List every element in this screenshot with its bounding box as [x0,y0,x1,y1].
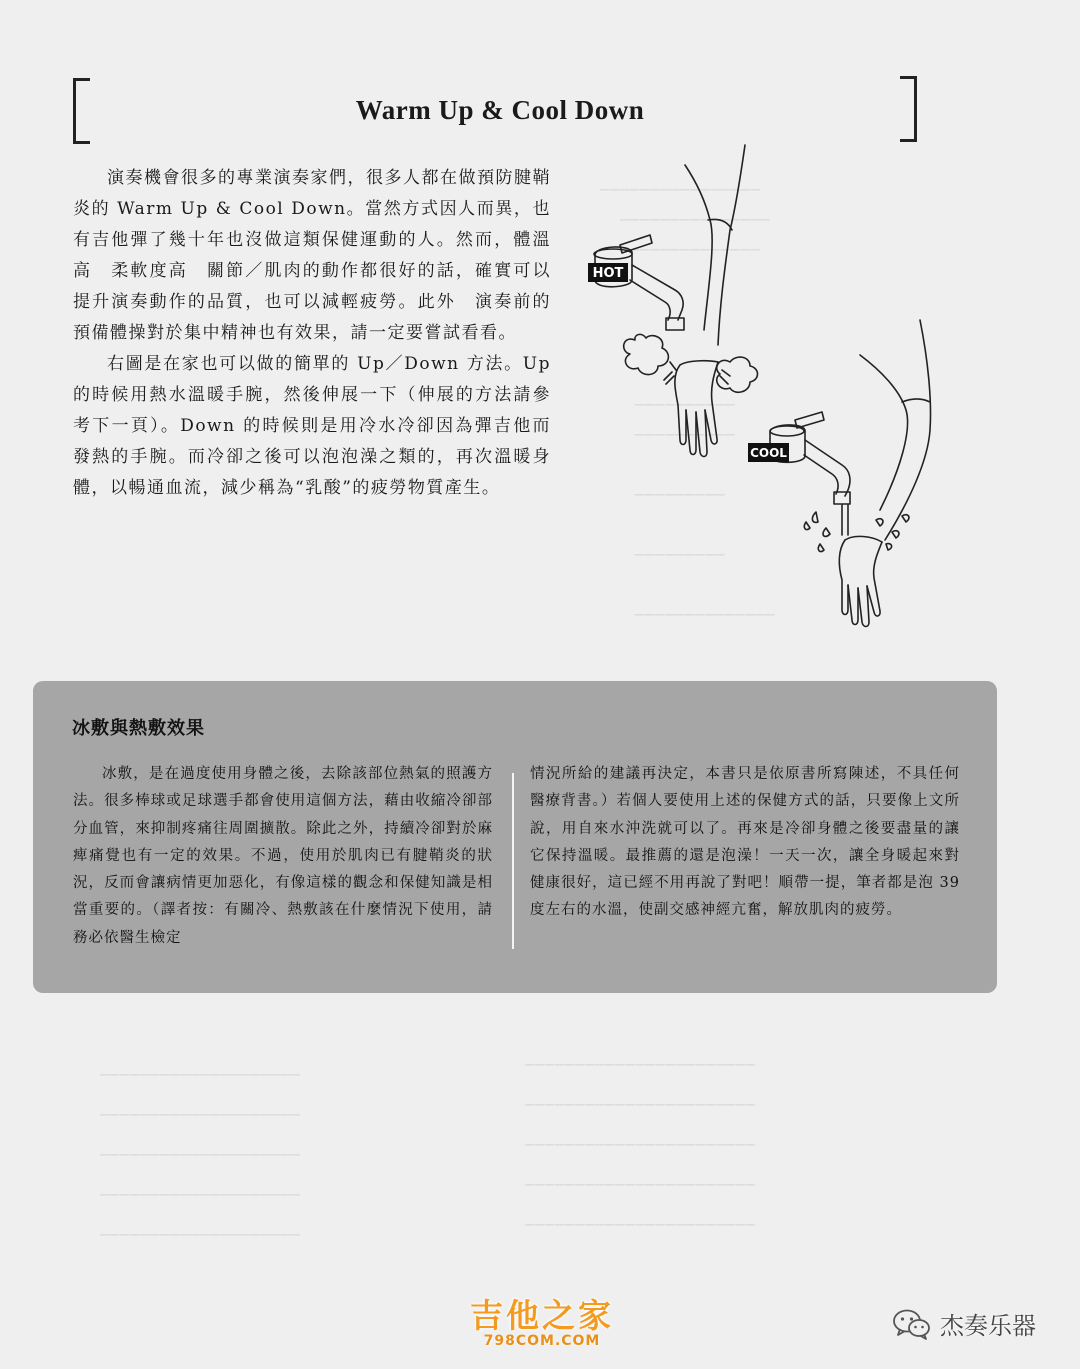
info-box-title: 冰敷與熱敷效果 [72,718,205,739]
steam-icon [624,334,758,392]
body-paragraph: 演奏機會很多的專業演奏家們，很多人都在做預防腱鞘炎的 Warm Up & Cool Down。當然方式因人而異，也有吉他彈了幾十年也沒做這類保健運動的人。然而，體溫高 柔軟度高 關節／肌肉的動作都很好的話，確實可以提升演奏動作的品質，也可以減輕疲勞。此外 演奏前的預備體操對於集中精神也有效果，請一定要嘗試看看。 [73,168,551,343]
info-box-right-column: 情況所給的建議再決定，本書只是依原書所寫陳述，不具任何醫療背書。）若個人要使用上述的保健方式的話，只要像上文所說，用自來水沖洗就可以了。再來是冷卻身體之後要盡量的讓它保持溫暖。最推薦的還是泡澡！一天一次，讓全身暖起來對健康很好，這已經不用再說了對吧！順帶一提，筆者都是泡 39 度左右的水溫，使副交感神經亢奮，解放肌肉的疲勞。 [530,766,960,919]
page-title: Warm Up & Cool Down [355,95,645,125]
water-splash-icon [804,505,909,552]
cool-hand-icon [839,536,882,626]
body-text [73,163,551,504]
site-watermark-url: 798COM.COM [483,1333,601,1349]
hot-faucet-icon [594,235,684,330]
wechat-icon [892,1307,932,1341]
forearm-outline [718,145,745,345]
brand-watermark-name: 杰奏乐器 [940,1312,1036,1340]
hot-label [588,263,628,282]
page: ──────────────── ─────────────── ────────────── ────────── ────────── ───────── ───────── ────────────── ──────────────────── ──────────────────── ──────────────────── ──────────────────── ──────────────────── ─────────────────────── ─────────────────────── ─────────────────────── ─────────────────────── ─────────────────────── Warm Up & Cool Down 演奏機會很多的專業演奏家們，很多人都在做預防腱鞘炎的 Warm Up & Cool Down。當然方式因人而異，也有吉他彈了幾十年也沒做這類保健運動的人。然而，體溫高 柔軟度高 關節／肌肉的動作都很好的話，確實可以提升演奏動作的品質，也可以減輕疲勞。此外 演奏前的預備體操對於集中精神也有效果，請一定要嘗試看看。 右圖是在家也可以做的簡單的 Up／Down 方法。Up 的時候用熱水溫暖手腕，然後伸展一下（伸展的方法請參考下一頁）。Down 的時候則是用冷水冷卻因為彈吉他而發熱的手腕。而冷卻之後可以泡泡澡之類的，再次溫暖身體，以暢通血流，減少稱為“乳酸”的疲勞物質產生。 HOT COOL 冰敷與熱敷效果 冰敷，是在過度使用身體之後，去除該部位熱氣的照護方法。很多棒球或足球選手都會使用這個方法，藉由收縮冷卻部分血管，來抑制疼痛往周圍擴散。除此之外，持續冷卻對於麻痺痛覺也有一定的效果。不過，使用於肌肉已有腱鞘炎的狀況，反而會讓病情更加惡化，有像這樣的觀念和保健知識是相當重要的。（譯者按：有關冷、熱敷該在什麼情況下使用，請務必依醫生檢定 情況所給的建議再決定，本書只是依原書所寫陳述，不具任何醫療背書。）若個人要使用上述的保健方式的話，只要像上文所說，用自來水沖洗就可以了。再來是冷卻身體之後要盡量的讓它保持溫暖。最推薦的還是泡澡！一天一次，讓全身暖起來對健康很好，這已經不用再說了對吧！順帶一提，筆者都是泡 39 度左右的水溫，使副交感神經亢奮，解放肌肉的疲勞。 吉他之家 798COM.COM 杰奏乐器 [0,0,1080,1369]
svg-text:HOT: HOT [592,266,624,281]
column-divider [512,773,514,949]
info-box [33,681,997,993]
warm-up-cool-down-illustration [580,140,940,630]
cool-label [748,443,789,462]
body-paragraph: 右圖是在家也可以做的簡單的 Up／Down 方法。Up 的時候用熱水溫暖手腕，然後伸展一下（伸展的方法請參考下一頁）。Down 的時候則是用冷水冷卻因為彈吉他而發熱的手腕。而冷卻之後可以泡泡澡之類的，再次溫暖身體，以暢通血流，減少稱為“乳酸”的疲勞物質產生。 [73,354,551,498]
site-watermark-name: 吉他之家 [470,1296,614,1335]
forearm-outline [860,355,908,510]
info-box-left-column: 冰敷，是在過度使用身體之後，去除該部位熱氣的照護方法。很多棒球或足球選手都會使用這個方法，藉由收縮冷卻部分血管，來抑制疼痛往周圍擴散。除此之外，持續冷卻對於麻痺痛覺也有一定的效果。不過，使用於肌肉已有腱鞘炎的狀況，反而會讓病情更加惡化，有像這樣的觀念和保健知識是相當重要的。（譯者按：有關冷、熱敷該在什麼情況下使用，請務必依醫生檢定 [73,766,493,946]
hot-hand-icon [664,361,730,457]
site-watermark [470,1297,614,1349]
forearm-outline [685,165,712,330]
brand-watermark [892,1306,1036,1341]
svg-text:COOL: COOL [750,446,787,460]
